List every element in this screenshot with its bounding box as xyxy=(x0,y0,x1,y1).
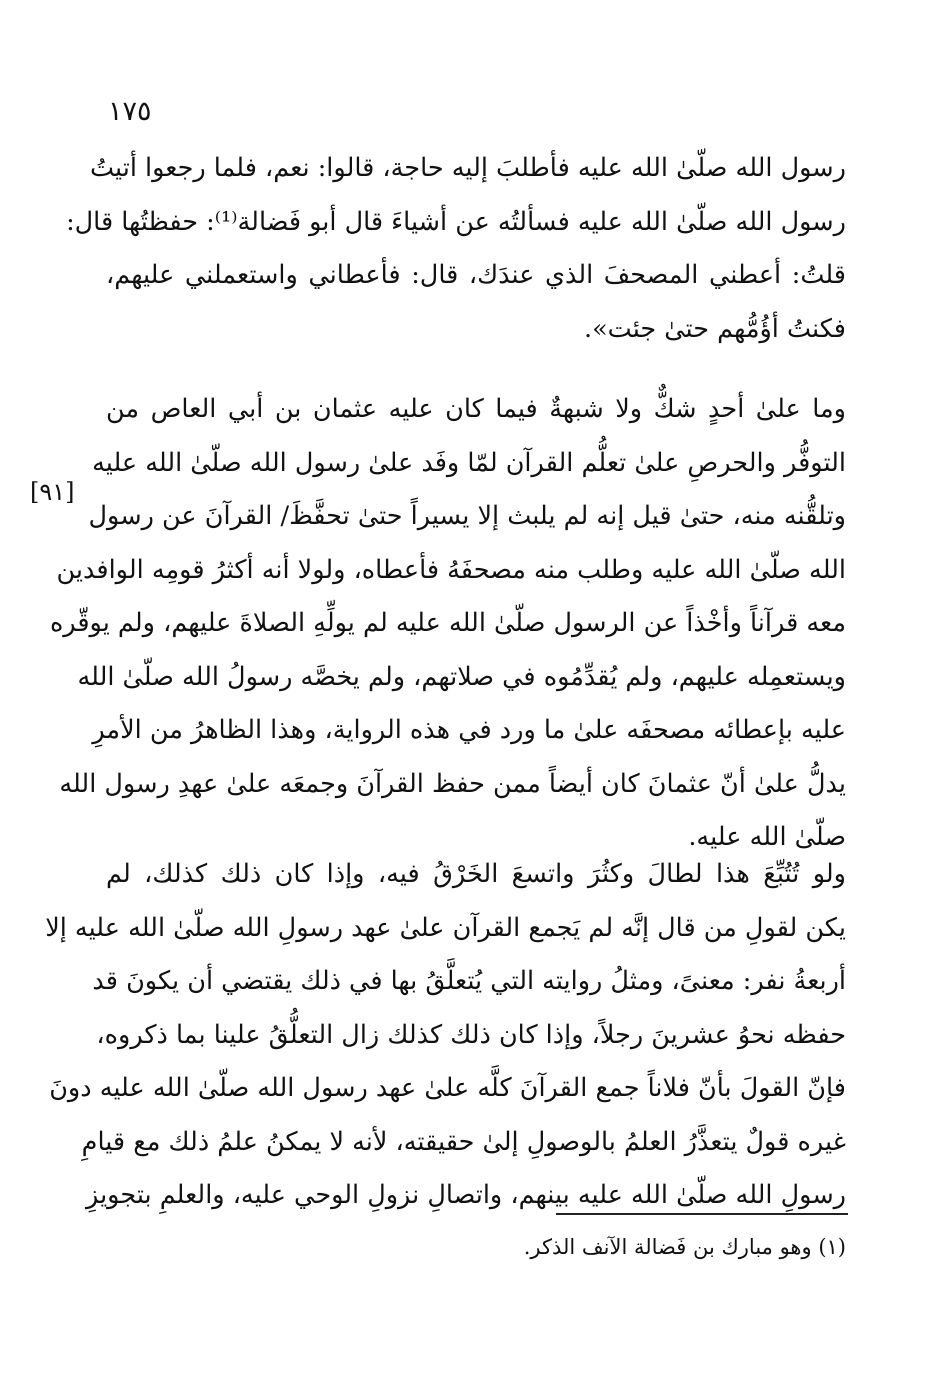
text-line: التوفُّر والحرصِ علىٰ تعلُّم القرآن لمّا وفَد علىٰ رسول الله صلّىٰ الله عليه xyxy=(92,447,846,478)
footnote-1: (١) وهو مبارك بن فَضالة الآنف الذكر. xyxy=(523,1235,846,1259)
text-line: فكنتُ أؤُمُّهم حتىٰ جئت». xyxy=(583,313,846,344)
paragraph-3 xyxy=(45,848,846,1223)
text-line: فإنّ القولَ بأنّ فلاناً جمع القرآنَ كلَّه علىٰ عهد رسول الله صلّىٰ الله عليه دونَ xyxy=(49,1073,846,1103)
text-line: رسول الله صلّىٰ الله عليه فسألتُه عن أشياءَ قال أبو فَضالة⁽¹⁾: حفظتُها قال: xyxy=(66,206,846,237)
text-line: الله صلّىٰ الله عليه وطلب منه مصحفَهُ فأعطاه، ولولا أنه أكثرُ قومِه الوافدين xyxy=(56,554,846,585)
text-line: وتلقُّنه منه، حتىٰ قيل إنه لم يلبث إلا يسيراً حتىٰ تحفَّظَ/ القرآنَ عن رسول xyxy=(88,501,846,531)
footnote-separator xyxy=(556,1213,848,1215)
margin-page-reference: [٩١] xyxy=(30,478,75,506)
text-line: عليه بإعطائه مصحفَه علىٰ ما ورد في هذه الرواية، وهذا الظاهرُ من الأمرِ xyxy=(92,715,846,745)
text-line: غيره قولٌ يتعذَّرُ العلمُ بالوصولِ إلىٰ حقيقته، لأنه لا يمكنُ علمُ ذلك مع قيامِ xyxy=(81,1126,846,1157)
text-line: ولو تُتُبِّعَ هذا لطالَ وكثُرَ واتسعَ الخَرْقُ فيه، وإذا كان ذلك كذلك، لم xyxy=(106,859,846,889)
paragraph-1 xyxy=(66,142,846,356)
text-line: ويستعمِله عليهم، ولم يُقدِّمُوه في صلاتهم، ولم يخصَّه رسولُ الله صلّىٰ الله xyxy=(77,661,846,692)
text-line: حفظه نحوُ عشرينَ رجلاً، وإذا كان ذلك كذلك زال التعلُّقُ علينا بما ذكروه، xyxy=(96,1019,846,1050)
text-line: قلتُ: أعطني المصحفَ الذي عندَك، قال: فأعطاني واستعملني عليهم، xyxy=(106,260,846,290)
text-line: يدلُّ علىٰ أنّ عثمانَ كان أيضاً ممن حفظ القرآنَ وجمعَه علىٰ عهدِ رسول الله xyxy=(59,768,846,799)
text-line: رسولِ الله صلّىٰ الله عليه بينهم، واتصالِ نزولِ الوحي عليه، والعلمِ بتجويزِ xyxy=(86,1180,846,1210)
text-line: معه قرآناً وأخْذاً عن الرسول صلّىٰ الله عليه لم يولِّهِ الصلاةَ عليهم، ولم يوقّره xyxy=(49,608,846,638)
page-number: ١٧٥ xyxy=(108,96,152,127)
text-line: أربعةُ نفر: معنىً، ومثلُ روايته التي يُتعلَّقُ بها في ذلك يقتضي أن يكونَ قد xyxy=(92,966,846,996)
text-line: وما علىٰ أحدٍ شكٌّ ولا شبهةٌ فيما كان عليه عثمان بن أبي العاص من xyxy=(106,394,846,424)
text-line: يكن لقولِ من قال إنَّه لم يَجمع القرآن علىٰ عهد رسولِ الله صلّىٰ الله عليه إلا xyxy=(45,912,846,943)
text-line: صلّىٰ الله عليه. xyxy=(688,822,846,852)
text-line: رسول الله صلّىٰ الله عليه فأطلبَ إليه حاجة، قالوا: نعم، فلما رجعوا أتيتُ xyxy=(90,153,846,183)
